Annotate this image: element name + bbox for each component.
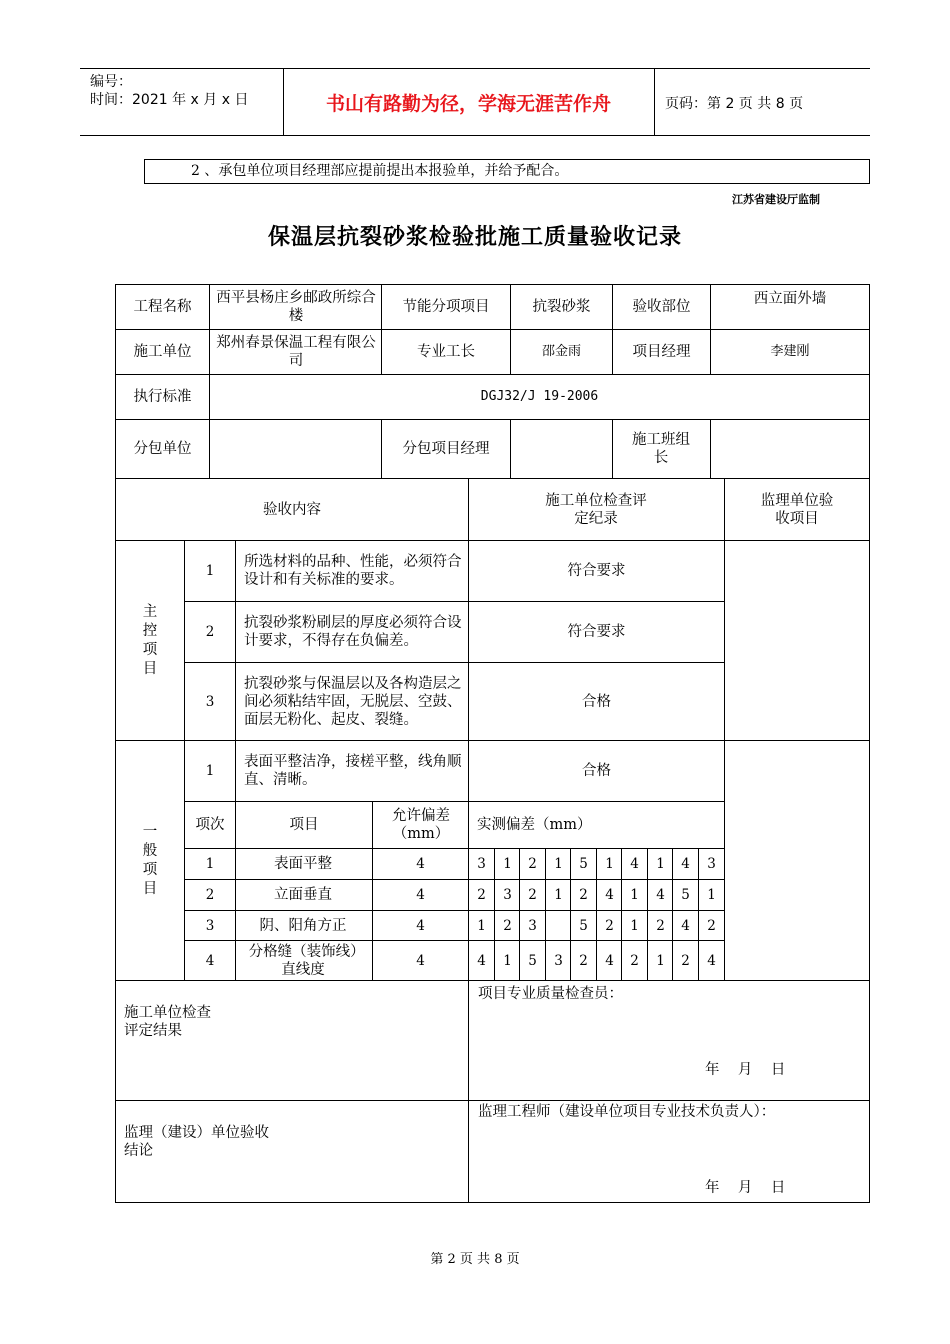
deviation-value: 2 (681, 953, 690, 969)
deviation-value: 4 (630, 856, 639, 872)
page-code: 页码：第 2 页 共 8 页 (665, 96, 804, 112)
main-control-label: 主控项目 (142, 603, 158, 677)
accept-part: 西立面外墙 (753, 291, 827, 307)
deviation-value: 2 (656, 917, 665, 934)
content-header: 验收内容 (263, 501, 321, 518)
deviation-row-no: 4 (205, 953, 215, 969)
deviation-value (546, 911, 571, 940)
deviation-value: 4 (707, 953, 716, 969)
construction-unit-label: 施工单位 (133, 344, 192, 360)
inspector-label: 项目专业质量检查员： (478, 986, 623, 1002)
deviation-value: 3 (477, 856, 486, 872)
main-item-no: 3 (205, 693, 215, 710)
deviation-row-allow: 4 (416, 887, 425, 903)
deviation-row-no: 2 (205, 887, 215, 903)
deviation-value: 2 (630, 953, 639, 969)
main-item-text: 抗裂砂浆粉刷层的厚度必须符合设计要求，不得存在负偏差。 (244, 615, 462, 649)
general-item-no: 1 (205, 763, 215, 779)
manager: 李建刚 (770, 344, 810, 359)
deviation-value: 1 (630, 887, 639, 903)
construction-unit: 郑州春景保温工程有限公司 (216, 335, 376, 369)
deviation-value: 2 (503, 917, 512, 934)
deviation-value: 4 (681, 917, 690, 934)
deviation-row-no: 1 (205, 856, 215, 872)
main-item-result: 符合要求 (567, 624, 626, 640)
measured-header: 实测偏差（mm） (477, 817, 592, 833)
deviation-value: 3 (503, 887, 512, 903)
deviation-value: 1 (630, 917, 639, 934)
main-item-no: 1 (205, 563, 215, 579)
deviation-value: 5 (528, 953, 537, 969)
deviation-value: 2 (528, 887, 537, 903)
manager-label: 项目经理 (632, 344, 691, 360)
time-label: 时间：2021 年 x 月 x 日 (90, 92, 249, 108)
deviation-row-allow: 4 (416, 856, 425, 872)
conclusion-label: 监理（建设）单位验收结论 (124, 1125, 269, 1159)
document-title: 保温层抗裂砂浆检验批施工质量验收记录 (267, 225, 682, 250)
deviation-value: 5 (681, 887, 690, 903)
project-name: 西平县杨庄乡邮政所综合楼 (216, 290, 376, 324)
standard: DGJ32/J 19-2006 (480, 389, 599, 404)
general-item-text: 表面平整洁净，接槎平整，线角顺直、清晰。 (244, 754, 462, 788)
deviation-value: 2 (528, 856, 537, 872)
result-label: 施工单位检查评定结果 (124, 1005, 211, 1039)
main-item-text: 所选材料的品种、性能，必须符合设计和有关标准的要求。 (244, 554, 462, 588)
team-leader-label: 施工班组长 (632, 432, 690, 466)
supervision-header: 监理单位验收项目 (760, 492, 834, 527)
deviation-value: 1 (477, 917, 486, 934)
motto: 书山有路勤为径，学海无涯苦作舟 (325, 92, 611, 115)
deviation-value: 2 (605, 917, 614, 934)
deviation-value: 4 (681, 856, 690, 872)
deviation-value: 4 (477, 953, 486, 969)
deviation-value: 1 (503, 856, 512, 872)
page-footer: 第 2 页 共 8 页 (430, 1252, 520, 1267)
accept-part-label: 验收部位 (632, 299, 691, 315)
energy-item: 抗裂砂浆 (532, 299, 591, 315)
main-item-result: 符合要求 (567, 563, 626, 579)
deviation-row-allow: 4 (416, 953, 425, 969)
deviation-row-item: 立面垂直 (274, 887, 332, 903)
deviation-value: 3 (554, 953, 563, 969)
deviation-value: 2 (579, 887, 588, 903)
foreman: 邵金雨 (541, 344, 581, 359)
deviation-value: 5 (579, 856, 588, 872)
check-record-header: 施工单位检查评定纪录 (545, 492, 647, 527)
deviation-value: 2 (707, 917, 716, 934)
deviation-value: 1 (656, 856, 665, 872)
deviation-value: 1 (554, 856, 563, 872)
conclusion-date: 年 月 日 (705, 1180, 786, 1196)
deviation-value: 2 (477, 887, 486, 903)
project-name-label: 工程名称 (133, 299, 192, 315)
deviation-value: 4 (605, 887, 614, 903)
main-item-no: 2 (205, 624, 215, 640)
sub-manager-label: 分包项目经理 (402, 441, 490, 457)
deviation-value: 3 (528, 917, 537, 934)
general-label: 一般项目 (142, 823, 158, 897)
deviation-value: 3 (707, 856, 716, 872)
deviation-value: 4 (656, 887, 665, 903)
result-date: 年 月 日 (705, 1062, 786, 1078)
deviation-value: 4 (605, 953, 614, 969)
deviation-row-no: 3 (205, 917, 215, 934)
subcontract-label: 分包单位 (133, 441, 192, 457)
deviation-row-item: 分格缝（装饰线）直线度 (248, 944, 358, 978)
allow-header: 允许偏差（mm） (392, 808, 450, 842)
main-item-text: 抗裂砂浆与保温层以及各构造层之间必须粘结牢固，无脱层、空鼓、面层无粉化、起皮、裂缝。 (244, 675, 462, 728)
deviation-value: 1 (605, 856, 614, 872)
foreman-label: 专业工长 (417, 344, 475, 360)
deviation-row-item: 阴、阳角方正 (259, 917, 347, 934)
standard-label: 执行标准 (133, 389, 192, 405)
main-item-result: 合格 (582, 693, 611, 710)
deviation-value: 1 (707, 887, 716, 903)
note-box: 2 、承包单位项目经理部应提前提出本报验单，并给予配合。 (144, 159, 870, 184)
deviation-row-item: 表面平整 (274, 856, 332, 872)
seq-header: 项次 (195, 817, 225, 833)
deviation-value: 2 (579, 953, 588, 969)
deviation-value: 1 (656, 953, 665, 969)
engineer-label: 监理工程师（建设单位项目专业技术负责人）： (478, 1104, 776, 1120)
deviation-value: 1 (503, 953, 512, 969)
number-label: 编号： (90, 74, 132, 90)
deviation-row-allow: 4 (416, 917, 425, 934)
deviation-value: 1 (554, 887, 563, 903)
deviation-value: 5 (579, 917, 588, 934)
general-item-result: 合格 (582, 763, 611, 779)
item-header: 项目 (289, 817, 319, 833)
supervisor-label: 江苏省建设厅监制 (732, 193, 820, 206)
energy-item-label: 节能分项项目 (402, 299, 490, 315)
